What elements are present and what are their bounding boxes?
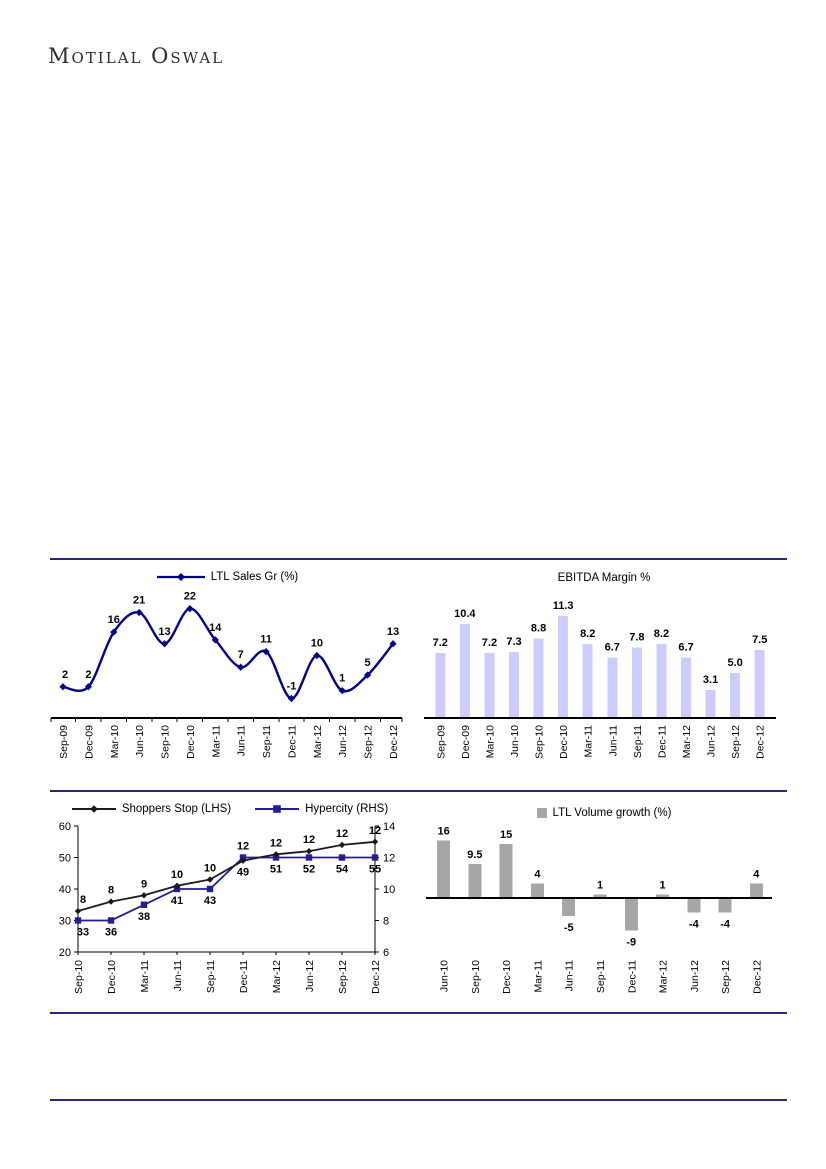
svg-text:Dec-12: Dec-12 [751, 960, 764, 994]
svg-text:11: 11 [260, 633, 272, 646]
svg-text:1: 1 [339, 672, 346, 685]
svg-text:5.0: 5.0 [727, 656, 743, 669]
svg-text:Mar-10: Mar-10 [484, 725, 497, 759]
svg-text:Dec-10: Dec-10 [184, 725, 197, 759]
bars [432, 616, 764, 718]
svg-text:Dec-10: Dec-10 [106, 960, 118, 994]
ltl-sales-plot [50, 565, 405, 790]
svg-text:8: 8 [383, 915, 390, 928]
data-labels [62, 591, 399, 693]
svg-text:Mar-11: Mar-11 [532, 960, 545, 993]
svg-text:Jun-10: Jun-10 [438, 960, 451, 993]
svg-text:10: 10 [170, 868, 184, 881]
svg-text:Jun-11: Jun-11 [172, 960, 184, 992]
svg-text:54: 54 [335, 863, 349, 876]
chart-legend [50, 571, 405, 583]
ltl-volume-plot [420, 797, 788, 1012]
svg-text:11.3: 11.3 [552, 599, 574, 612]
svg-text:Jun-11: Jun-11 [563, 960, 576, 992]
data-labels [438, 825, 761, 948]
shoppers-hypercity-plot [50, 797, 410, 1012]
svg-text:55: 55 [368, 863, 382, 876]
legend-line-diamond-icon [72, 803, 116, 815]
svg-text:16: 16 [107, 614, 120, 627]
shoppers-hypercity-chart [50, 797, 410, 1012]
svg-text:43: 43 [203, 895, 217, 907]
svg-text:Mar-12: Mar-12 [271, 960, 283, 994]
svg-text:-4: -4 [720, 918, 730, 931]
svg-text:52: 52 [302, 863, 316, 876]
svg-text:Dec-11: Dec-11 [238, 960, 250, 994]
svg-text:40: 40 [58, 884, 71, 896]
plot-frame [74, 824, 382, 955]
legend-square-icon [537, 808, 547, 818]
svg-text:-1: -1 [286, 680, 297, 693]
svg-text:Mar-12: Mar-12 [681, 725, 693, 759]
svg-text:9.5: 9.5 [467, 848, 483, 861]
svg-text:Sep-11: Sep-11 [631, 725, 644, 759]
section-divider [50, 1012, 787, 1014]
svg-text:6.7: 6.7 [678, 641, 694, 654]
svg-text:14: 14 [209, 621, 222, 634]
svg-text:-4: -4 [688, 918, 699, 931]
section-divider [50, 790, 787, 792]
svg-text:Mar-12: Mar-12 [657, 960, 670, 994]
svg-text:Mar-12: Mar-12 [311, 725, 324, 759]
x-axis-labels [439, 960, 764, 994]
svg-text:Jun-12: Jun-12 [705, 725, 718, 758]
svg-text:20: 20 [58, 947, 71, 959]
svg-text:4: 4 [753, 868, 760, 881]
svg-text:Dec-12: Dec-12 [754, 725, 767, 759]
svg-text:7.3: 7.3 [506, 636, 522, 649]
svg-text:Sep-12: Sep-12 [730, 725, 743, 759]
svg-text:10: 10 [310, 637, 323, 650]
legend-line-diamond-icon [157, 571, 205, 583]
section-divider [50, 1099, 787, 1101]
svg-text:33: 33 [76, 926, 90, 939]
svg-text:Sep-10: Sep-10 [469, 960, 482, 994]
svg-text:22: 22 [183, 590, 197, 603]
svg-text:49: 49 [236, 866, 250, 879]
svg-text:Jun-12: Jun-12 [337, 725, 350, 758]
svg-text:12: 12 [302, 834, 316, 847]
svg-text:9: 9 [140, 878, 148, 891]
svg-text:8: 8 [107, 884, 115, 897]
svg-text:51: 51 [269, 863, 283, 876]
legend-label: Hypercity (RHS) [305, 803, 389, 815]
legend-item [157, 571, 299, 583]
chart-legend [420, 807, 788, 819]
ltl-volume-growth-chart [420, 797, 788, 1012]
svg-text:-5: -5 [563, 922, 574, 934]
svg-text:6: 6 [383, 947, 390, 959]
svg-text:10.4: 10.4 [454, 607, 476, 620]
svg-text:8.2: 8.2 [580, 627, 596, 640]
svg-text:Jun-12: Jun-12 [304, 960, 316, 993]
legend-label: Shoppers Stop (LHS) [121, 803, 232, 815]
svg-text:Dec-12: Dec-12 [388, 725, 400, 759]
svg-text:Mar-10: Mar-10 [108, 725, 121, 759]
svg-text:36: 36 [104, 926, 118, 939]
svg-text:4: 4 [534, 868, 541, 881]
svg-text:13: 13 [386, 625, 400, 638]
svg-text:Sep-10: Sep-10 [533, 725, 546, 759]
svg-text:Sep-12: Sep-12 [362, 725, 375, 759]
ebitda-margin-plot [420, 565, 788, 790]
svg-text:10: 10 [203, 862, 217, 875]
ebitda-margin-chart [420, 565, 788, 790]
svg-text:21: 21 [133, 594, 146, 607]
svg-text:16: 16 [437, 825, 450, 838]
legend-line-square-icon [255, 803, 299, 815]
x-axis-labels [435, 725, 766, 759]
svg-text:1: 1 [659, 879, 666, 892]
svg-text:7.5: 7.5 [752, 634, 768, 647]
svg-text:7: 7 [237, 649, 244, 662]
legend-item [255, 803, 388, 815]
svg-text:3.1: 3.1 [702, 673, 719, 686]
svg-text:Mar-11: Mar-11 [582, 725, 595, 758]
x-axis-labels [58, 725, 400, 759]
svg-text:Sep-11: Sep-11 [595, 960, 607, 994]
svg-text:Dec-10: Dec-10 [558, 725, 571, 759]
svg-text:8: 8 [79, 894, 87, 907]
svg-text:30: 30 [58, 915, 71, 928]
svg-text:38: 38 [137, 910, 151, 923]
svg-text:Jun-11: Jun-11 [607, 725, 620, 757]
svg-text:7.2: 7.2 [432, 636, 448, 649]
svg-text:12: 12 [335, 827, 349, 840]
section-divider [50, 558, 787, 560]
ltl-sales-growth-chart [50, 565, 405, 790]
svg-text:15: 15 [500, 829, 513, 841]
svg-text:13: 13 [158, 625, 171, 638]
svg-text:Sep-12: Sep-12 [720, 960, 733, 994]
svg-text:Mar-11: Mar-11 [210, 725, 223, 758]
svg-text:12: 12 [383, 852, 396, 865]
brand-logo: Motilal Oswal [48, 44, 225, 68]
svg-text:Sep-12: Sep-12 [337, 960, 349, 994]
svg-text:Sep-09: Sep-09 [435, 725, 448, 759]
svg-text:12: 12 [368, 824, 382, 837]
svg-text:1: 1 [596, 879, 604, 892]
svg-text:Dec-11: Dec-11 [626, 960, 639, 994]
svg-text:2: 2 [85, 668, 92, 681]
series-hypercity [75, 854, 378, 923]
legend-item [72, 803, 231, 815]
svg-text:Sep-11: Sep-11 [205, 960, 217, 994]
chart-legend [50, 803, 410, 815]
svg-text:60: 60 [58, 821, 71, 833]
svg-text:41: 41 [170, 895, 184, 907]
svg-text:6.7: 6.7 [604, 641, 620, 654]
svg-text:12: 12 [269, 837, 283, 850]
svg-text:Sep-10: Sep-10 [73, 960, 85, 994]
svg-text:12: 12 [236, 840, 250, 853]
svg-text:Dec-10: Dec-10 [501, 960, 514, 994]
svg-text:Jun-10: Jun-10 [134, 725, 147, 758]
svg-text:2: 2 [61, 668, 69, 681]
svg-text:Jun-11: Jun-11 [235, 725, 248, 757]
svg-text:Jun-10: Jun-10 [509, 725, 521, 758]
svg-text:7.8: 7.8 [629, 631, 645, 644]
svg-text:Jun-12: Jun-12 [688, 960, 701, 993]
svg-text:8.2: 8.2 [653, 627, 670, 640]
svg-text:Dec-09: Dec-09 [83, 725, 96, 759]
x-axis-labels [73, 960, 382, 994]
svg-text:50: 50 [58, 852, 71, 865]
series-shoppers-stop [75, 839, 378, 915]
chart-title: EBITDA Margin % [557, 572, 651, 584]
svg-text:Sep-11: Sep-11 [261, 725, 274, 759]
svg-text:-9: -9 [626, 936, 637, 949]
svg-text:Mar-11: Mar-11 [139, 960, 151, 993]
data-labels [77, 825, 381, 939]
svg-text:Dec-12: Dec-12 [370, 960, 382, 994]
svg-text:Dec-11: Dec-11 [286, 725, 299, 759]
svg-text:14: 14 [383, 821, 396, 833]
svg-text:7.2: 7.2 [481, 636, 498, 649]
legend-label: LTL Volume growth (%) [552, 807, 672, 819]
x-axis [51, 718, 402, 722]
svg-text:5: 5 [364, 657, 371, 670]
legend-item [537, 807, 672, 819]
svg-text:10: 10 [383, 884, 396, 896]
data-labels [433, 600, 768, 686]
svg-text:Sep-09: Sep-09 [58, 725, 70, 759]
svg-text:8.8: 8.8 [530, 622, 547, 635]
legend-label: LTL Sales Gr (%) [210, 571, 299, 583]
svg-text:Dec-09: Dec-09 [459, 725, 472, 759]
svg-text:Sep-10: Sep-10 [159, 725, 172, 759]
svg-text:Dec-11: Dec-11 [656, 725, 669, 759]
